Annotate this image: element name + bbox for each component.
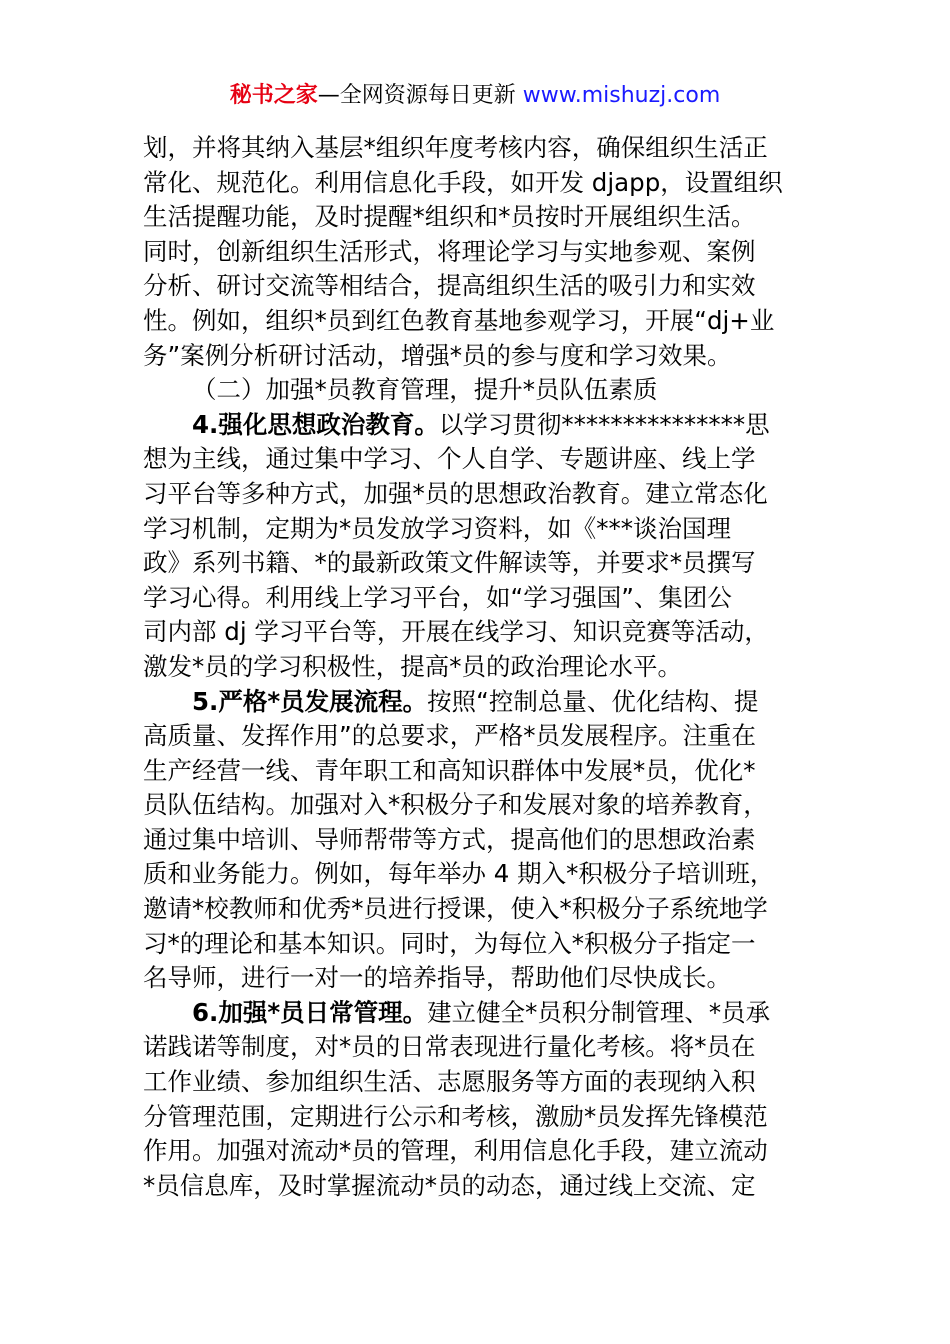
paragraph-line [143, 546, 813, 581]
paragraph-line [143, 339, 813, 374]
section-heading-line [143, 996, 813, 1031]
line-text: 员队伍结构。加强对入*积极分子和发展对象的培养教育， [143, 790, 768, 820]
paragraph-line [143, 477, 813, 512]
section-heading-line [143, 685, 813, 720]
paragraph-line [143, 1030, 813, 1065]
document-body [143, 131, 813, 1203]
line-text: 性。例如，组织*员到红色教育基地参观学习，开展“dj+业 [143, 305, 775, 335]
paragraph-line [143, 131, 813, 166]
line-text: （二）加强*员教育管理，提升*员队伍素质 [192, 375, 658, 405]
paragraph-line [143, 304, 813, 339]
paragraph-line [143, 269, 813, 304]
paragraph-line [143, 719, 813, 754]
line-text: 工作业绩、参加组织生活、志愿服务等方面的表现纳入积 [143, 1067, 756, 1097]
line-text: 邀请*校教师和优秀*员进行授课，使入*积极分子系统地学 [143, 894, 768, 924]
paragraph-line [143, 200, 813, 235]
paragraph-line [143, 650, 813, 685]
line-text: 分管理范围，定期进行公示和考核，激励*员发挥先锋模范 [143, 1101, 768, 1131]
line-text: 建立健全*员积分制管理、*员承 [427, 997, 771, 1027]
paragraph-line [143, 927, 813, 962]
line-text: 生产经营一线、青年职工和高知识群体中发展*员，优化* [143, 755, 756, 785]
line-text: 名导师，进行一对一的培养指导，帮助他们尽快成长。 [143, 963, 731, 993]
line-text: 务”案例分析研讨活动，增强*员的参与度和学习效果。 [143, 340, 732, 370]
line-text: 以学习贯彻***************思 [438, 409, 770, 439]
paragraph-line [143, 615, 813, 650]
paragraph-line [143, 1065, 813, 1100]
line-text: 质和业务能力。例如，每年举办 4 期入*积极分子培训班， [143, 859, 775, 889]
line-text: 按照“控制总量、优化结构、提 [427, 686, 759, 716]
line-text: 诺践诺等制度，对*员的日常表现进行量化考核。将*员在 [143, 1032, 756, 1062]
paragraph-line [143, 892, 813, 927]
site-url[interactable]: www.mishuzj.com [522, 83, 721, 108]
section-heading: 4.强化思想政治教育。 [192, 409, 439, 439]
line-text: 习平台等多种方式，加强*员的思想政治教育。建立常态化 [143, 478, 768, 508]
paragraph-line [143, 1134, 813, 1169]
line-text: *员信息库，及时掌握流动*员的动态，通过线上交流、定 [143, 1170, 756, 1200]
line-text: 划，并将其纳入基层*组织年度考核内容，确保组织生活正 [143, 133, 768, 162]
line-text: 通过集中培训、导师帮带等方式，提高他们的思想政治素 [143, 824, 756, 854]
line-text: 学习机制，定期为*员发放学习资料，如《***谈治国理 [143, 513, 731, 543]
section-heading-line [143, 408, 813, 443]
section-heading: 6.加强*员日常管理。 [192, 997, 428, 1027]
line-text: 司内部 dj 学习平台等，开展在线学习、知识竞赛等活动， [143, 617, 769, 647]
site-header [0, 80, 950, 112]
line-text: 政》系列书籍、*的最新政策文件解读等，并要求*员撰写 [143, 548, 756, 578]
paragraph-line [143, 788, 813, 823]
section-heading: 5.严格*员发展流程。 [192, 686, 428, 716]
line-text: 同时，创新组织生活形式，将理论学习与实地参观、案例 [143, 236, 756, 266]
line-text: 激发*员的学习积极性，提高*员的政治理论水平。 [143, 651, 682, 681]
paragraph-line [143, 961, 813, 996]
site-brand: 秘书之家 [229, 83, 318, 108]
paragraph-line [143, 823, 813, 858]
line-text: 常化、规范化。利用信息化手段，如开发 djapp，设置组织 [143, 167, 783, 197]
paragraph-line [143, 373, 813, 408]
line-text: 学习心得。利用线上学习平台，如“学习强国”、集团公 [143, 582, 732, 612]
paragraph-line [143, 166, 813, 201]
line-text: 想为主线，通过集中学习、个人自学、专题讲座、线上学 [143, 444, 756, 474]
paragraph-line [143, 857, 813, 892]
paragraph-line [143, 754, 813, 789]
line-text: 作用。加强对流动*员的管理，利用信息化手段，建立流动 [143, 1136, 768, 1166]
paragraph-line [143, 442, 813, 477]
paragraph-line [143, 1100, 813, 1135]
line-text: 分析、研讨交流等相结合，提高组织生活的吸引力和实效 [143, 271, 756, 301]
line-text: 习*的理论和基本知识。同时，为每位入*积极分子指定一 [143, 928, 756, 958]
paragraph-line [143, 1169, 813, 1204]
site-tagline: —全网资源每日更新 [317, 83, 523, 108]
paragraph-line [143, 235, 813, 270]
paragraph-line [143, 512, 813, 547]
paragraph-line [143, 581, 813, 616]
line-text: 生活提醒功能，及时提醒*组织和*员按时开展组织生活。 [143, 202, 756, 232]
line-text: 高质量、发挥作用”的总要求，严格*员发展程序。注重在 [143, 721, 756, 751]
